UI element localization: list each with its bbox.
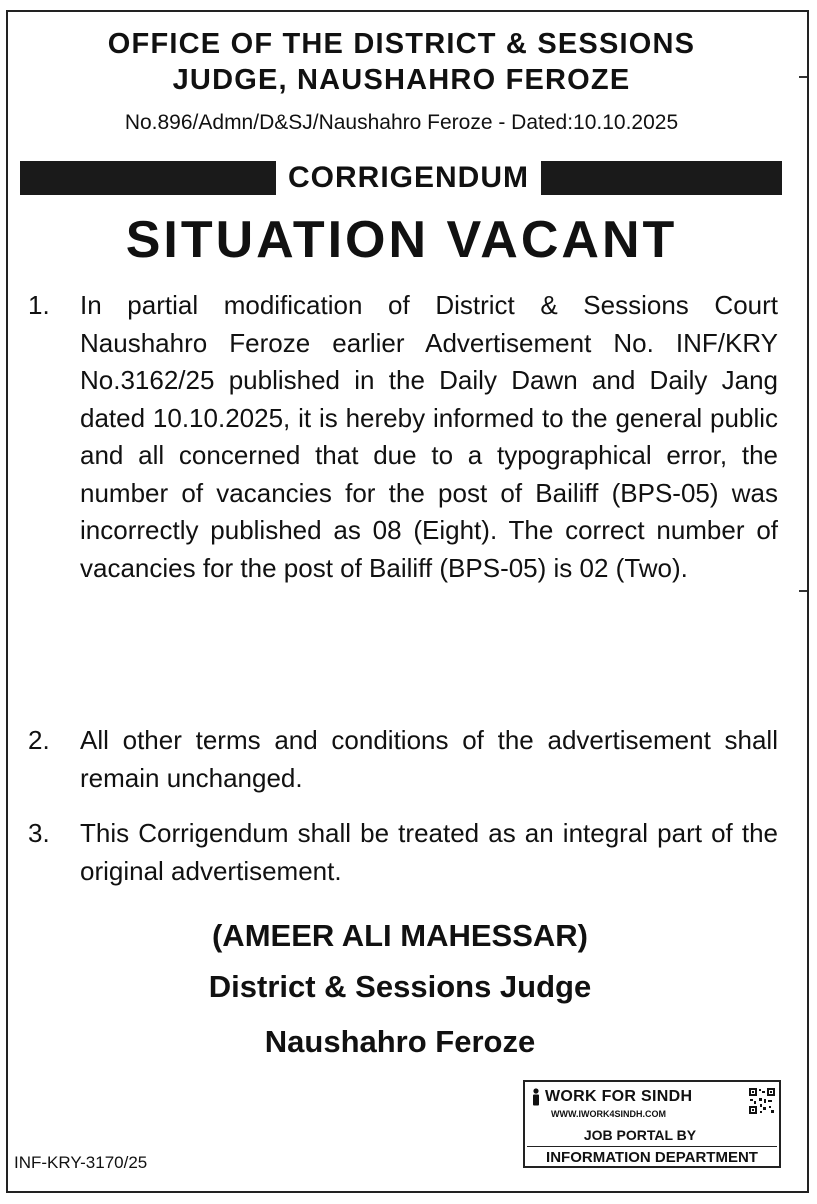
paragraph-text: This Corrigendum shall be treated as an integral part of the original advertisement. (80, 818, 778, 886)
person-icon (531, 1088, 541, 1106)
corrigendum-label: CORRIGENDUM (276, 160, 541, 196)
paragraph-3 (28, 815, 778, 890)
work-for-sindh-badge (523, 1080, 781, 1168)
office-heading-line2: JUDGE, NAUSHAHRO FEROZE (172, 64, 631, 96)
badge-url: WWW.IWORK4SINDH.COM (551, 1109, 666, 1119)
signatory-designation: District & Sessions Judge (208, 969, 592, 1004)
office-heading-line1: OFFICE OF THE DISTRICT & SESSIONS (107, 28, 696, 60)
paragraph-text: All other terms and conditions of the advertisement shall remain unchanged. (80, 725, 778, 793)
paragraph-number: 1. (28, 290, 50, 320)
badge-line1: JOB PORTAL BY (583, 1127, 697, 1143)
qr-code-icon (749, 1088, 775, 1114)
office-heading (14, 26, 789, 98)
reference-number: No.896/Admn/D&SJ/Naushahro Feroze - Dated:10.10.2025 (124, 111, 679, 134)
publication-code: INF-KRY-3170/25 (14, 1153, 148, 1172)
edge-mark (799, 590, 807, 592)
paragraph-2 (28, 722, 778, 797)
badge-title: WORK FOR SINDH (545, 1088, 693, 1105)
signatory-location: Naushahro Feroze (264, 1024, 536, 1059)
badge-line2: INFORMATION DEPARTMENT (527, 1146, 777, 1166)
paragraph-text: In partial modification of District & Sessions Court Naushahro Feroze earlier Advertisement No. INF/KRY No.3162/25 published in the Daily Dawn and Daily Jang dated 10.10.2025, it is hereby informed to the general public and all concerned that due to a typographical error, the number of vacancies for the post of Bailiff (BPS-05) was incorrectly published as 08 (Eight). The correct number of vacancies for the post of Bailiff (BPS-05) is 02 (Two). (80, 290, 778, 583)
paragraph-number: 3. (28, 818, 50, 848)
page-title: SITUATION VACANT (125, 211, 678, 269)
signatory-name: (AMEER ALI MAHESSAR) (211, 918, 588, 953)
edge-mark (799, 76, 807, 78)
paragraph-number: 2. (28, 725, 50, 755)
paragraph-1 (28, 287, 778, 587)
corrigendum-banner (0, 160, 817, 196)
